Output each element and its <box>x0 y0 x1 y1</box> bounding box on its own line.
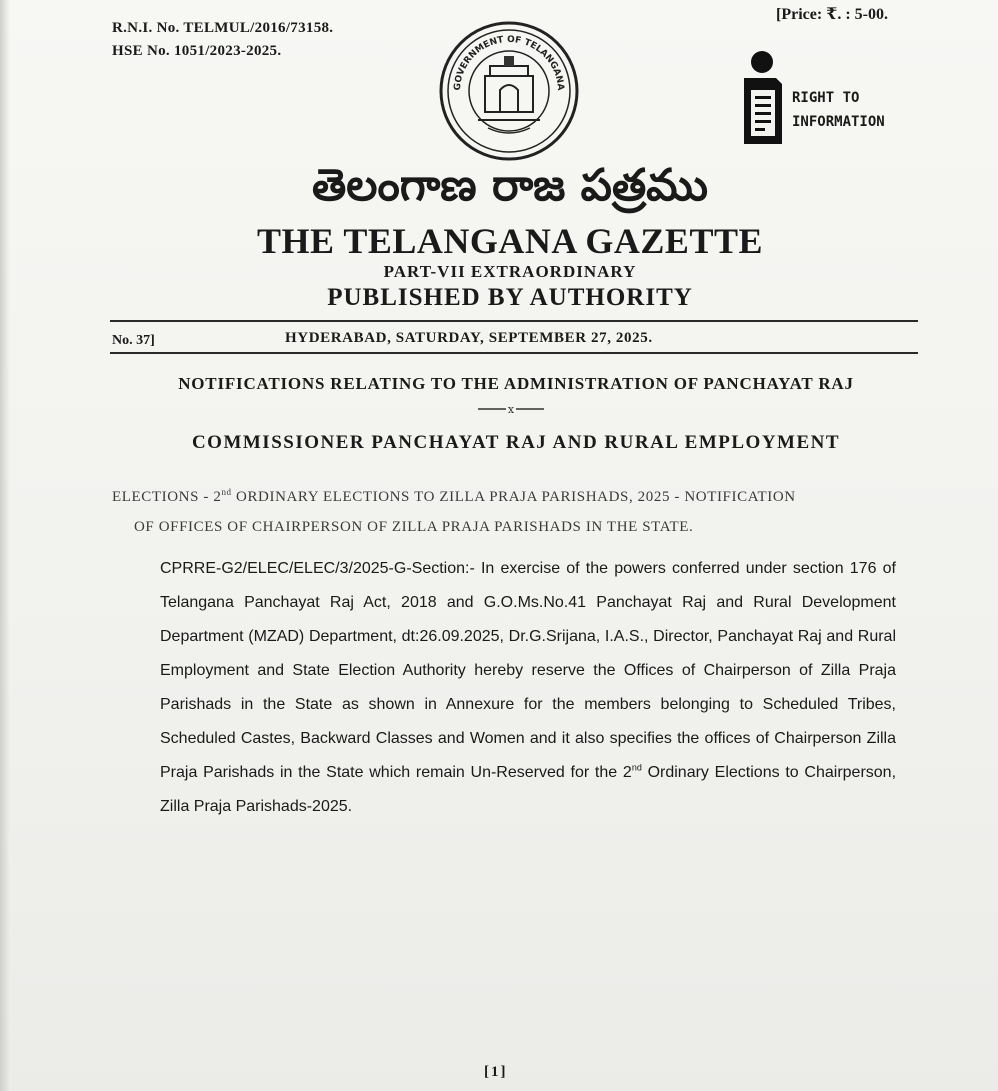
commissioner-heading: COMMISSIONER PANCHAYAT RAJ AND RURAL EMPLOYMENT <box>191 432 841 453</box>
hse-number: HSE No. 1051/2023-2025. <box>112 43 282 59</box>
rti-person-document-icon <box>742 50 786 148</box>
telugu-gazette-title: తెలంగాణ రాజ పత్రము <box>312 160 708 211</box>
notifications-heading: NOTIFICATIONS RELATING TO THE ADMINISTRATION OF PANCHAYAT RAJ <box>178 374 854 393</box>
page-number: [1] <box>484 1064 508 1080</box>
emblem-text: GOVERNMENT OF TELANGANA <box>452 34 566 91</box>
separator-ornament-icon <box>478 402 544 416</box>
subject-line2: OF OFFICES OF CHAIRPERSON OF ZILLA PRAJA PARISHADS IN THE STATE. <box>134 519 694 535</box>
notification-body <box>160 552 896 824</box>
rti-text-line2: INFORMATION <box>792 114 885 130</box>
gazette-title: THE TELANGANA GAZETTE <box>257 221 763 261</box>
telangana-emblem-icon <box>438 20 580 162</box>
svg-text:x: x <box>507 403 515 416</box>
rti-text-line1: RIGHT TO <box>792 90 860 106</box>
rti-logo <box>742 50 922 150</box>
page-edge-shadow <box>0 0 10 1091</box>
bottom-rule <box>110 352 918 354</box>
subject-text-part2: ORDINARY ELECTIONS TO ZILLA PRAJA PARISHADS, 2025 - NOTIFICATION <box>231 489 796 505</box>
gazette-part: PART-VII EXTRAORDINARY <box>383 262 637 281</box>
body-text-part2: Ordinary Elections to Chairperson, Zilla Praja Parishads-2025. <box>160 764 897 815</box>
body-ordinal-suffix: nd <box>631 762 642 773</box>
price-label: [Price: ₹. : 5-00. <box>776 6 888 23</box>
issue-dateline: HYDERABAD, SATURDAY, SEPTEMBER 27, 2025. <box>285 330 653 346</box>
issue-number: No. 37] <box>112 333 155 348</box>
top-rule <box>110 320 918 322</box>
subject-ordinal-suffix: nd <box>221 487 232 497</box>
subject-text-part1: ELECTIONS - 2 <box>112 489 222 505</box>
body-text-part1: CPRRE-G2/ELEC/ELEC/3/2025-G-Section:- In exercise of the powers conferred under section 176 of Telangana Panchayat Raj Act, 2018 and G.O.Ms.No.41 Panchayat Raj and Rural Development Department (MZAD) Department, dt:26.09.2025, Dr.G.Srijana, I.A.S., Director, Panchayat Raj and Rural Employment and State Election Authority hereby reserve the Offices of Chairperson of Zilla Praja Parishads in the State as shown in Annexure for the members belonging to Scheduled Tribes, Scheduled Castes, Backward Classes and Women and it also specifies the offices of Chairperson Zilla Praja Parishads in the State which remain Un-Reserved for the 2 <box>160 560 896 781</box>
published-by-authority: PUBLISHED BY AUTHORITY <box>327 284 693 311</box>
rni-number: R.N.I. No. TELMUL/2016/73158. <box>112 20 334 36</box>
notification-subject <box>112 482 924 542</box>
